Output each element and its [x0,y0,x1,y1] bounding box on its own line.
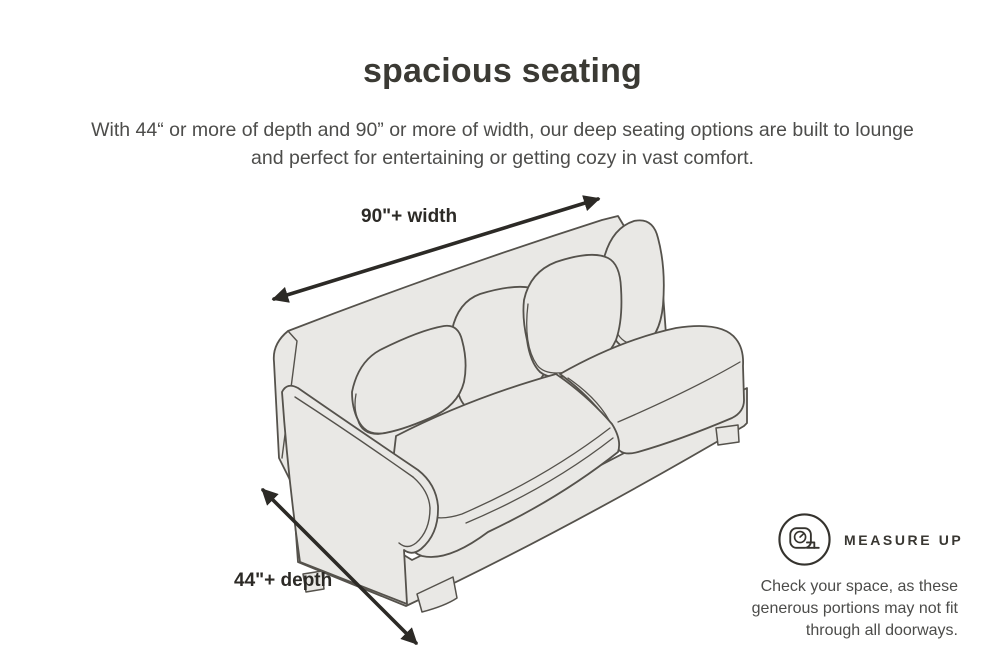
page-title: spacious seating [362,52,643,90]
sofa-foot-right [716,425,739,445]
measure-up-note [744,576,958,642]
measure-up-note-line-2: generous portions may not fit [751,600,958,617]
measure-up-note-line-3: through all doorways. [805,622,958,639]
measure-up-note-line-1: Check your space, as these [760,578,958,595]
depth-dimension-label: 44"+ depth [234,570,333,591]
tape-measure-icon [777,512,832,567]
measure-up-section [744,512,964,642]
description-line-1: With 44“ or more of depth and 90” or more of width, our deep seating options are built to lounge [91,119,914,141]
description-line-2: and perfect for entertaining or getting cozy in vast comfort. [251,147,754,169]
measure-up-header [744,512,964,567]
measure-up-heading: MEASURE UP [844,531,964,548]
width-dimension-label: 90"+ width [361,206,458,227]
